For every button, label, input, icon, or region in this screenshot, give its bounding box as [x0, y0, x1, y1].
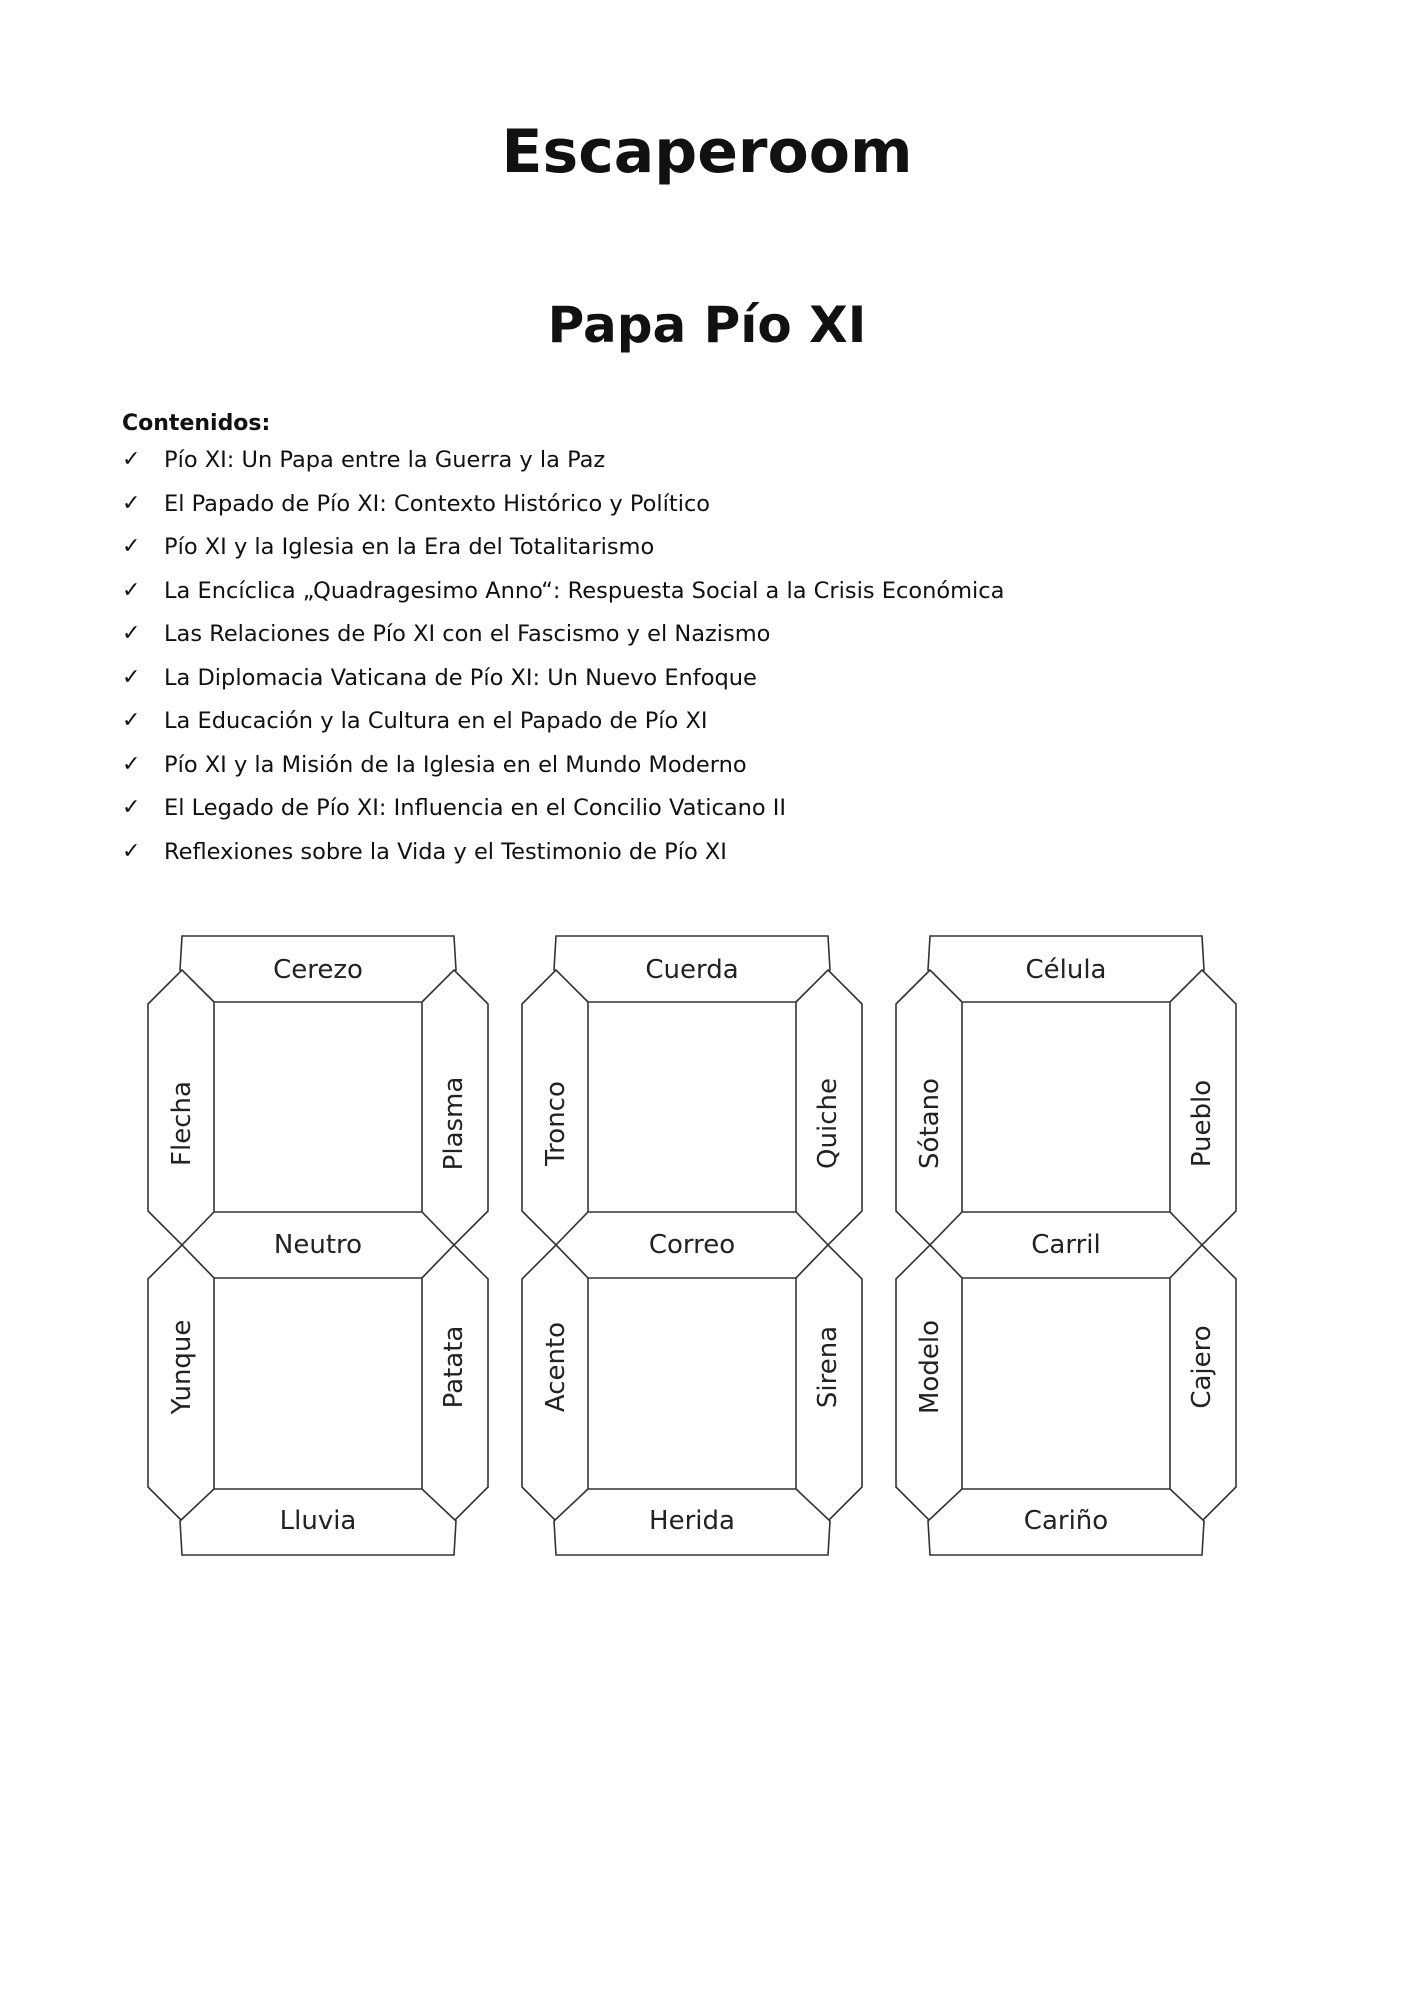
segment-bottom-label: Cariño: [1023, 1506, 1109, 1536]
segment-right-upper-label: Plasma: [439, 1076, 469, 1171]
segment-bottom-label: Lluvia: [279, 1506, 357, 1536]
list-item-text: La Encíclica „Quadragesimo Anno“: Respuesta Social a la Crisis Económica: [164, 577, 1005, 604]
segment-top-label: Cuerda: [645, 955, 739, 985]
list-item-text: Pío XI y la Misión de la Iglesia en el Mundo Moderno: [164, 751, 747, 778]
segment-bottom-label: Herida: [649, 1506, 735, 1536]
contents-heading: Contenidos:: [122, 411, 271, 436]
segment-middle-label: Correo: [648, 1230, 736, 1260]
segment-middle-label: Carril: [1031, 1230, 1101, 1260]
list-item-text: Las Relaciones de Pío XI con el Fascismo y el Nazismo: [164, 621, 771, 647]
segment-middle-label: Neutro: [273, 1230, 363, 1260]
list-item-text: El Papado de Pío XI: Contexto Histórico y Político: [164, 490, 711, 517]
segment-top-label: Célula: [1025, 955, 1107, 985]
page-subtitle: Papa Pío XI: [547, 296, 867, 354]
list-item-text: Pío XI y la Iglesia en la Era del Totalitarismo: [164, 534, 655, 560]
list-item-text: El Legado de Pío XI: Influencia en el Concilio Vaticano II: [164, 795, 787, 821]
segment-left-lower-label: Yunque: [167, 1319, 197, 1415]
check-icon: ✓: [122, 447, 141, 472]
list-item-text: Reflexiones sobre la Vida y el Testimonio de Pío XI: [164, 838, 727, 865]
list-item-text: La Diplomacia Vaticana de Pío XI: Un Nuevo Enfoque: [164, 664, 757, 691]
check-icon: ✓: [122, 534, 141, 559]
segment-left-upper-label: Tronco: [541, 1081, 571, 1166]
segment-right-upper-label: Pueblo: [1187, 1079, 1217, 1168]
list-item-text: La Educación y la Cultura en el Papado de Pío XI: [164, 708, 708, 734]
page-title: Escaperoom: [501, 117, 913, 187]
check-icon: ✓: [122, 577, 141, 603]
segment-left-lower-label: Modelo: [915, 1320, 945, 1414]
check-icon: ✓: [122, 751, 141, 777]
segment-left-lower-label: Acento: [541, 1321, 571, 1413]
segment-right-lower-label: Cajero: [1187, 1325, 1217, 1409]
check-icon: ✓: [122, 490, 141, 516]
check-icon: ✓: [122, 708, 141, 733]
check-icon: ✓: [122, 621, 141, 646]
check-icon: ✓: [122, 795, 141, 820]
segment-left-upper-label: Sótano: [915, 1078, 945, 1169]
segment-left-upper-label: Flecha: [167, 1081, 197, 1166]
check-icon: ✓: [122, 838, 141, 864]
check-icon: ✓: [122, 664, 141, 690]
segment-right-lower-label: Sirena: [813, 1325, 843, 1409]
segment-right-upper-label: Quiche: [813, 1078, 843, 1169]
segment-right-lower-label: Patata: [439, 1325, 469, 1409]
list-item-text: Pío XI: Un Papa entre la Guerra y la Paz: [164, 447, 606, 473]
segment-top-label: Cerezo: [273, 955, 363, 985]
